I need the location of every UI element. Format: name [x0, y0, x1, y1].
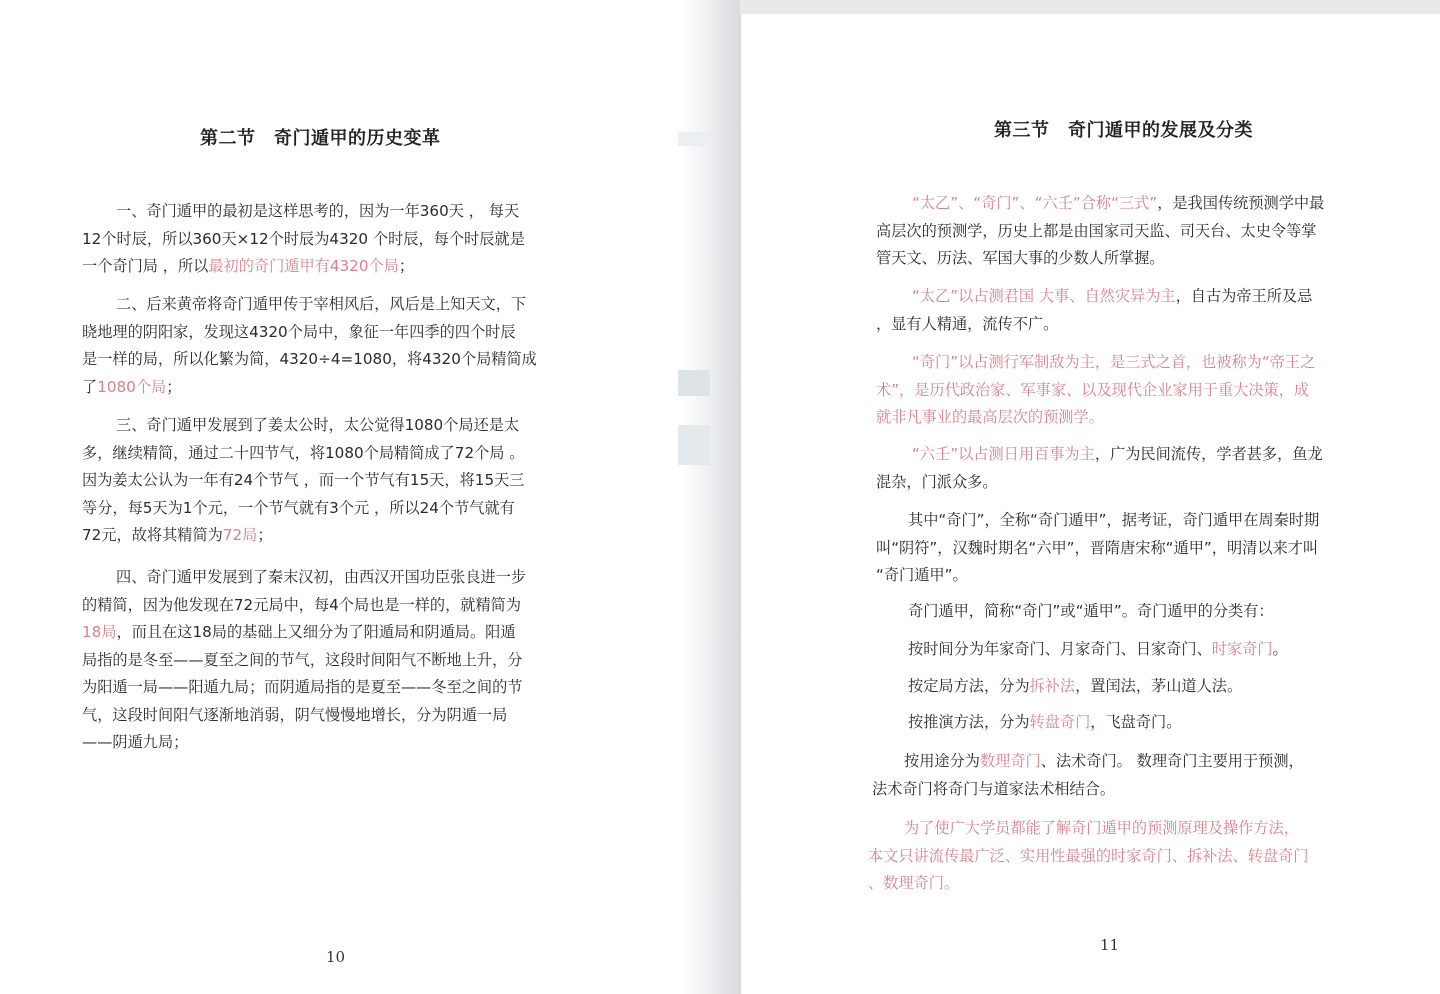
text-run: 一、奇门遁甲的最初是这样思考的，因为一年360天 ， 每天: [116, 202, 520, 220]
text-run: ，飞盘奇门。: [1090, 713, 1182, 731]
text-run: ，置闰法，茅山道人法。: [1075, 677, 1243, 695]
highlight-run: 本文只讲流传最广泛、实用性最强的时家奇门、拆补法、转盘奇门: [868, 846, 1309, 865]
text-line: [82, 522, 525, 550]
text-run: 奇门遁甲，简称“奇门”或“遁甲”。奇门遁甲的分类有：: [908, 602, 1274, 620]
highlight-run: “奇门”以占测行军制敌为主，是三式之首，也被称为“帝王之: [912, 353, 1316, 371]
text-run: ；: [257, 526, 273, 544]
right-paragraph: [876, 190, 1324, 273]
highlight-run: “六壬”以占测日用百事为主: [912, 445, 1095, 463]
text-line: [876, 562, 1319, 590]
text-run: 12个时辰，所以360天×12个时辰为4320 个时辰，每个时辰就是: [82, 229, 525, 248]
text-line: [876, 349, 1315, 377]
text-run: 法术奇门将奇门与道家法术相结合。: [872, 779, 1115, 798]
text-line: [876, 598, 1274, 626]
text-line: [868, 815, 1308, 843]
text-line: [82, 467, 525, 495]
text-run: 、法术奇门。 数理奇门主要用于预测，: [1040, 752, 1304, 770]
text-run: 叫“阴符”，汉魏时期名“六甲”，晋隋唐宋称“遁甲”，明清以来才叫: [876, 538, 1319, 557]
highlight-run: 转盘奇门: [1029, 713, 1091, 731]
highlight-run: 1080个局: [97, 377, 167, 396]
text-run: ；: [166, 377, 182, 396]
text-line: [876, 535, 1319, 563]
text-line: [82, 729, 526, 757]
right-paragraph: [876, 673, 1242, 701]
gutter-mark: [678, 132, 710, 146]
text-line: [876, 469, 1323, 497]
text-line: [876, 245, 1324, 273]
text-line: [82, 374, 537, 402]
text-line: [82, 346, 537, 374]
right-paragraph: [876, 507, 1319, 590]
text-run: 晓地理的阴阳家，发现这4320个局中，象征一年四季的四个时辰: [82, 322, 516, 341]
text-run: ，广为民间流传，学者甚多，鱼龙: [1094, 445, 1323, 463]
left-paragraph: [82, 291, 537, 401]
highlight-run: 术”，是历代政治家、军事家、以及现代企业家用于重大决策，成: [876, 380, 1310, 399]
right-paragraph: [876, 598, 1274, 626]
right-paragraph: [876, 283, 1312, 338]
text-run: 三、奇门遁甲发展到了姜太公时，太公觉得1080个局还是太: [116, 416, 520, 434]
book-gutter: [678, 0, 740, 994]
text-line: [82, 253, 525, 281]
right-paragraph: [876, 709, 1181, 737]
left-page-title: 第二节 奇门遁甲的历史变革: [200, 128, 441, 149]
text-run: 按用途分为: [904, 752, 980, 770]
text-line: [82, 702, 526, 730]
text-line: [876, 673, 1242, 701]
text-line: [868, 870, 1308, 898]
right-page-number: 11: [1100, 936, 1120, 954]
highlight-run: 最初的奇门遁甲有4320个局: [208, 257, 399, 275]
right-paragraph: [872, 748, 1304, 803]
text-run: 为阳遁一局——阳遁九局；而阴遁局指的是夏至——冬至之间的节: [82, 678, 523, 696]
text-run: ，自古为帝王所及忌: [1175, 287, 1313, 305]
text-line: [82, 319, 537, 347]
text-line: [876, 507, 1319, 535]
gutter-mark: [678, 425, 710, 465]
highlight-run: 时家奇门: [1211, 640, 1273, 658]
text-run: 是一样的局，所以化繁为简，4320÷4=1080，将4320个局精简成: [82, 350, 537, 368]
text-run: 其中“奇门”，全称“奇门遁甲”，据考证，奇门遁甲在周秦时期: [908, 511, 1320, 529]
right-paragraph: [868, 815, 1308, 898]
right-paragraph: [876, 349, 1315, 432]
text-run: 一个奇门局 ，所以: [82, 257, 209, 275]
text-line: [876, 218, 1324, 246]
highlight-run: 拆补法: [1029, 677, 1076, 695]
text-line: [872, 776, 1304, 804]
text-line: [868, 843, 1308, 871]
text-line: [82, 440, 525, 468]
text-run: 72元，故将其精简为: [82, 526, 223, 544]
text-run: 多，继续精简，通过二十四节气，将1080个局精简成了72个局 。: [82, 443, 525, 462]
text-run: 管天文、历法、军国大事的少数人所掌握。: [876, 249, 1165, 267]
text-run: 混杂，门派众多。: [876, 472, 998, 491]
text-line: [82, 592, 526, 620]
text-run: ，显有人精通，流传不广。: [876, 314, 1059, 333]
text-line: [82, 674, 526, 702]
text-run: 。: [1272, 640, 1288, 658]
highlight-run: “太乙”以占测君国 大事、自然灾异为主: [912, 287, 1176, 305]
highlight-run: 72局: [222, 526, 258, 544]
text-run: ，而且在这18局的基础上又细分为了阳遁局和阴遁局。阳遁: [116, 623, 516, 641]
text-line: [872, 748, 1304, 776]
text-run: 了: [82, 377, 98, 396]
text-run: 四、奇门遁甲发展到了秦末汉初，由西汉开国功臣张良进一步: [116, 568, 527, 586]
highlight-run: 就非凡事业的最高层次的预测学。: [876, 408, 1104, 426]
text-run: 按时间分为年家奇门、月家奇门、日家奇门、: [908, 640, 1212, 658]
text-run: ——阴遁九局；: [82, 733, 189, 751]
text-run: 等分，每5天为1个元，一个节气就有3个元 ，所以24个节气就有: [82, 498, 515, 517]
text-line: [82, 412, 525, 440]
text-run: 按推演方法，分为: [908, 713, 1030, 731]
text-run: ，是我国传统预测学中最: [1157, 194, 1325, 212]
text-run: 因为姜太公认为一年有24个节气 ，而一个节气有15天，将15天三: [82, 471, 525, 489]
text-line: [82, 291, 537, 319]
text-run: 二、后来黄帝将奇门遁甲传于宰相风后，风后是上知天文，下: [116, 295, 527, 313]
left-paragraph: [82, 564, 526, 757]
text-line: [876, 709, 1181, 737]
text-line: [876, 636, 1288, 664]
right-paragraph: [876, 441, 1323, 496]
highlight-run: 、数理奇门。: [868, 874, 960, 892]
text-line: [82, 647, 526, 675]
text-run: ；: [398, 257, 415, 275]
highlight-run: 为了使广大学员都能了解奇门遁甲的预测原理及操作方法，: [904, 819, 1299, 837]
text-run: 局指的是冬至——夏至之间的节气，这段时间阳气不断地上升，分: [82, 650, 523, 669]
text-line: [876, 404, 1315, 432]
text-run: 按定局方法，分为: [908, 677, 1030, 695]
text-run: 高层次的预测学，历史上都是由国家司天监、司天台、太史令等掌: [876, 221, 1317, 240]
text-run: “奇门遁甲”。: [876, 566, 968, 584]
right-paragraph: [876, 636, 1288, 664]
gutter-mark: [678, 370, 710, 396]
text-line: [82, 226, 525, 254]
text-line: [876, 190, 1324, 218]
left-paragraph: [82, 412, 525, 550]
highlight-run: 18局: [82, 623, 117, 641]
text-line: [876, 311, 1312, 339]
highlight-run: 数理奇门: [979, 752, 1041, 770]
right-page-title: 第三节 奇门遁甲的发展及分类: [994, 120, 1253, 141]
text-line: [82, 619, 526, 647]
text-line: [82, 495, 525, 523]
highlight-run: “太乙”、“奇门”、“六壬”合称“三式”: [912, 194, 1158, 212]
text-line: [876, 441, 1323, 469]
left-paragraph: [82, 198, 525, 281]
text-run: 的精简，因为他发现在72元局中，每4个局也是一样的，就精简为: [82, 595, 522, 614]
text-line: [876, 283, 1312, 311]
text-run: 气，这段时间阳气逐渐地消弱，阴气慢慢地增长，分为阴遁一局: [82, 705, 508, 724]
left-page-number: 10: [326, 948, 346, 966]
text-line: [82, 198, 525, 226]
text-line: [82, 564, 526, 592]
text-line: [876, 377, 1315, 405]
